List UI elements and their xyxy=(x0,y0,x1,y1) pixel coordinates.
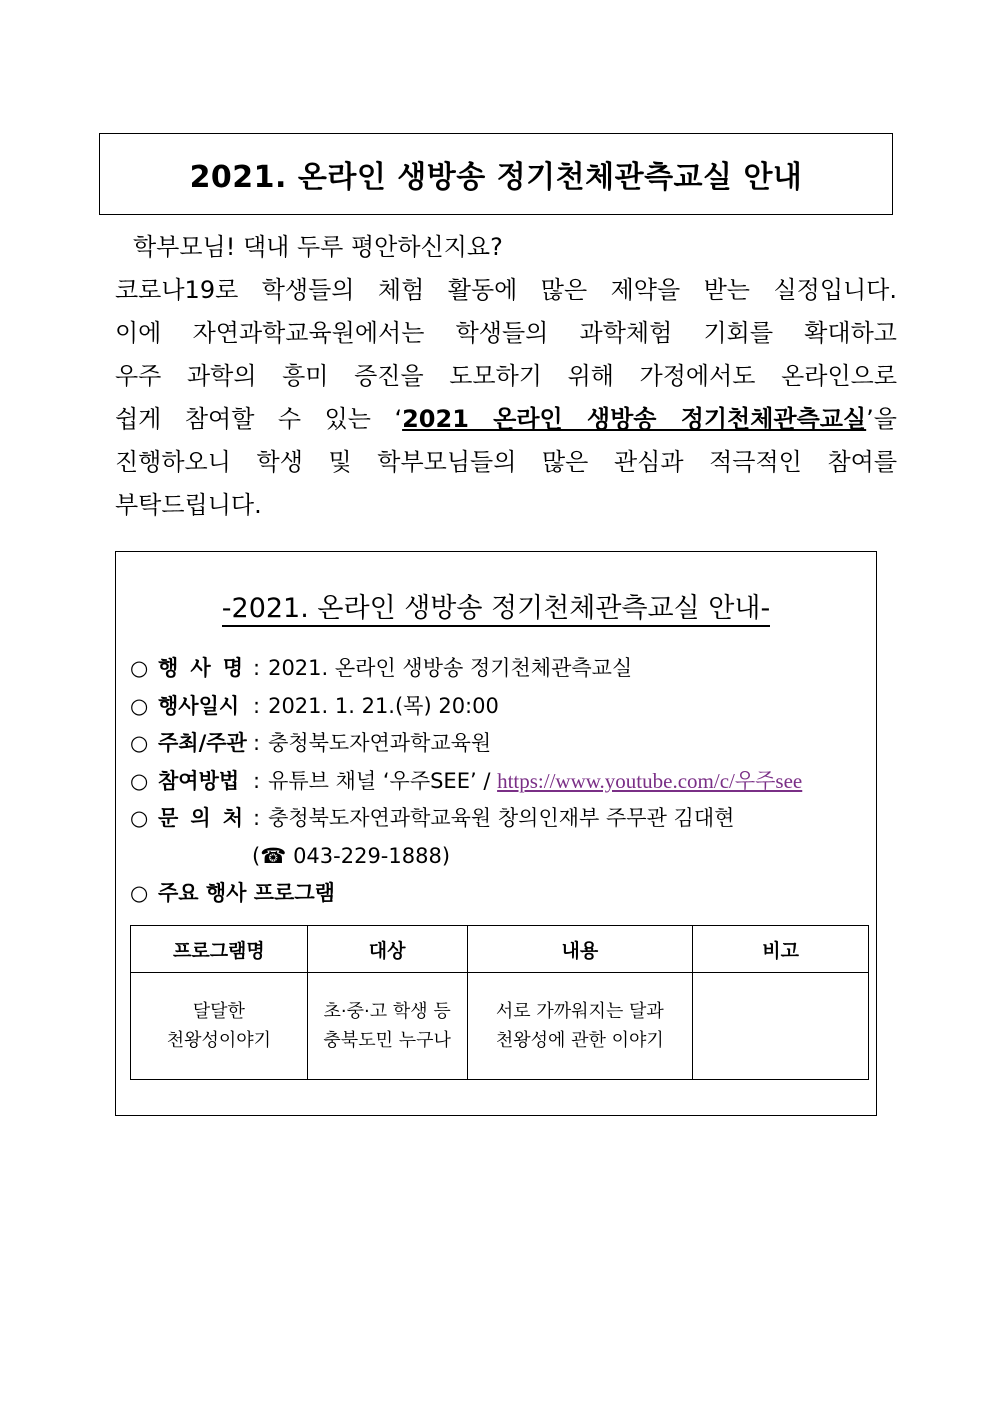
bullet-icon: ○ xyxy=(130,693,149,718)
colon: : xyxy=(253,731,261,755)
label-contact xyxy=(158,800,243,838)
cell-line: 달달한 xyxy=(192,1001,245,1022)
label-char: 처 xyxy=(222,806,243,830)
info-title-text: -2021. 온라인 생방송 정기천체관측교실 안내- xyxy=(222,593,770,627)
info-row-program xyxy=(130,875,802,913)
intro-line: 진행하오니 학생 및 학부모님들의 많은 관심과 적극적인 참여를 xyxy=(115,448,897,476)
table-row xyxy=(131,973,869,1080)
cell-note xyxy=(693,973,869,1080)
info-row-phone xyxy=(130,838,802,876)
value-datetime: 2021. 1. 21.(목) 20:00 xyxy=(268,693,499,718)
info-box xyxy=(115,551,877,1116)
phone-number: 043-229-1888 xyxy=(293,843,442,868)
intro-line xyxy=(115,398,897,441)
colon: : xyxy=(253,768,261,793)
label-datetime xyxy=(158,688,243,726)
intro-line: 이에 자연과학교육원에서는 학생들의 과학체험 기회를 확대하고 xyxy=(115,319,897,347)
intro-line: 코로나19로 학생들의 체험 활동에 많은 제약을 받는 실정입니다. xyxy=(115,276,897,304)
cell-target xyxy=(307,973,467,1080)
header-program-name: 프로그램명 xyxy=(131,926,308,973)
cell-line: 천왕성에 관한 이야기 xyxy=(495,1030,664,1051)
cell-line: 서로 가까워지는 달과 xyxy=(495,1001,664,1022)
header-content: 내용 xyxy=(467,926,693,973)
bullet-icon: ○ xyxy=(130,731,149,755)
info-row-contact xyxy=(130,800,802,838)
cell-program-name xyxy=(131,973,308,1080)
value-method: 유튜브 채널 ‘우주SEE’ / xyxy=(268,768,498,793)
phone-icon: ☎ xyxy=(260,843,287,868)
phone-paren-open: ( xyxy=(252,843,261,868)
label-method xyxy=(158,763,243,801)
intro-paragraph xyxy=(115,226,897,527)
label-char: 의 xyxy=(190,806,211,830)
cell-line: 천왕성이야기 xyxy=(166,1030,272,1051)
bullet-icon: ○ xyxy=(130,768,149,793)
bullet-icon: ○ xyxy=(130,881,149,905)
title-box xyxy=(99,133,893,215)
label-char: 문 xyxy=(158,806,179,830)
label-host xyxy=(158,725,247,763)
phone-paren-close: ) xyxy=(441,843,451,868)
colon: : xyxy=(253,806,261,830)
header-target: 대상 xyxy=(307,926,467,973)
label-event-name xyxy=(158,650,243,688)
intro-line: 부탁드립니다. xyxy=(115,491,262,519)
info-title xyxy=(116,586,876,625)
program-table xyxy=(130,925,869,1080)
intro-text: 쉽게 참여할 수 있는 ‘ xyxy=(115,405,403,433)
value-contact: 충청북도자연과학교육원 창의인재부 주무관 김대현 xyxy=(268,806,735,830)
cell-line: 충북도민 누구나 xyxy=(323,1030,451,1051)
label-text: 참여방법 xyxy=(158,768,240,793)
intro-line: 학부모님! 댁내 두루 평안하신지요? xyxy=(133,233,503,261)
cell-line: 초·중·고 학생 등 xyxy=(323,1001,451,1022)
youtube-channel-link[interactable]: https://www.youtube.com/c/우주see xyxy=(497,768,803,793)
label-char: 사 xyxy=(190,656,211,680)
intro-line: 우주 과학의 흥미 증진을 도모하기 위해 가정에서도 온라인으로 xyxy=(115,362,897,390)
label-char: 행 xyxy=(158,656,179,680)
info-row-method xyxy=(130,763,802,801)
info-row-event-name xyxy=(130,650,802,688)
table-header-row xyxy=(131,926,869,973)
info-row-datetime xyxy=(130,688,802,726)
label-program: 주요 행사 프로그램 xyxy=(158,881,335,905)
colon: : xyxy=(253,693,261,718)
value-host: 충청북도자연과학교육원 xyxy=(268,731,492,755)
page-title: 2021. 온라인 생방송 정기천체관측교실 안내 xyxy=(189,160,803,195)
info-list xyxy=(130,650,802,913)
label-text: 주최/주관 xyxy=(158,731,247,755)
intro-text: ’을 xyxy=(866,405,897,433)
value-event-name: 2021. 온라인 생방송 정기천체관측교실 xyxy=(268,656,633,680)
label-char: 명 xyxy=(222,656,243,680)
info-row-host xyxy=(130,725,802,763)
label-text: 행사일시 xyxy=(158,693,240,718)
bullet-icon: ○ xyxy=(130,656,149,680)
cell-content xyxy=(467,973,693,1080)
event-name-emphasis: 2021 온라인 생방송 정기천체관측교실 xyxy=(402,405,867,433)
colon: : xyxy=(253,656,261,680)
header-note: 비고 xyxy=(693,926,869,973)
bullet-icon: ○ xyxy=(130,806,149,830)
